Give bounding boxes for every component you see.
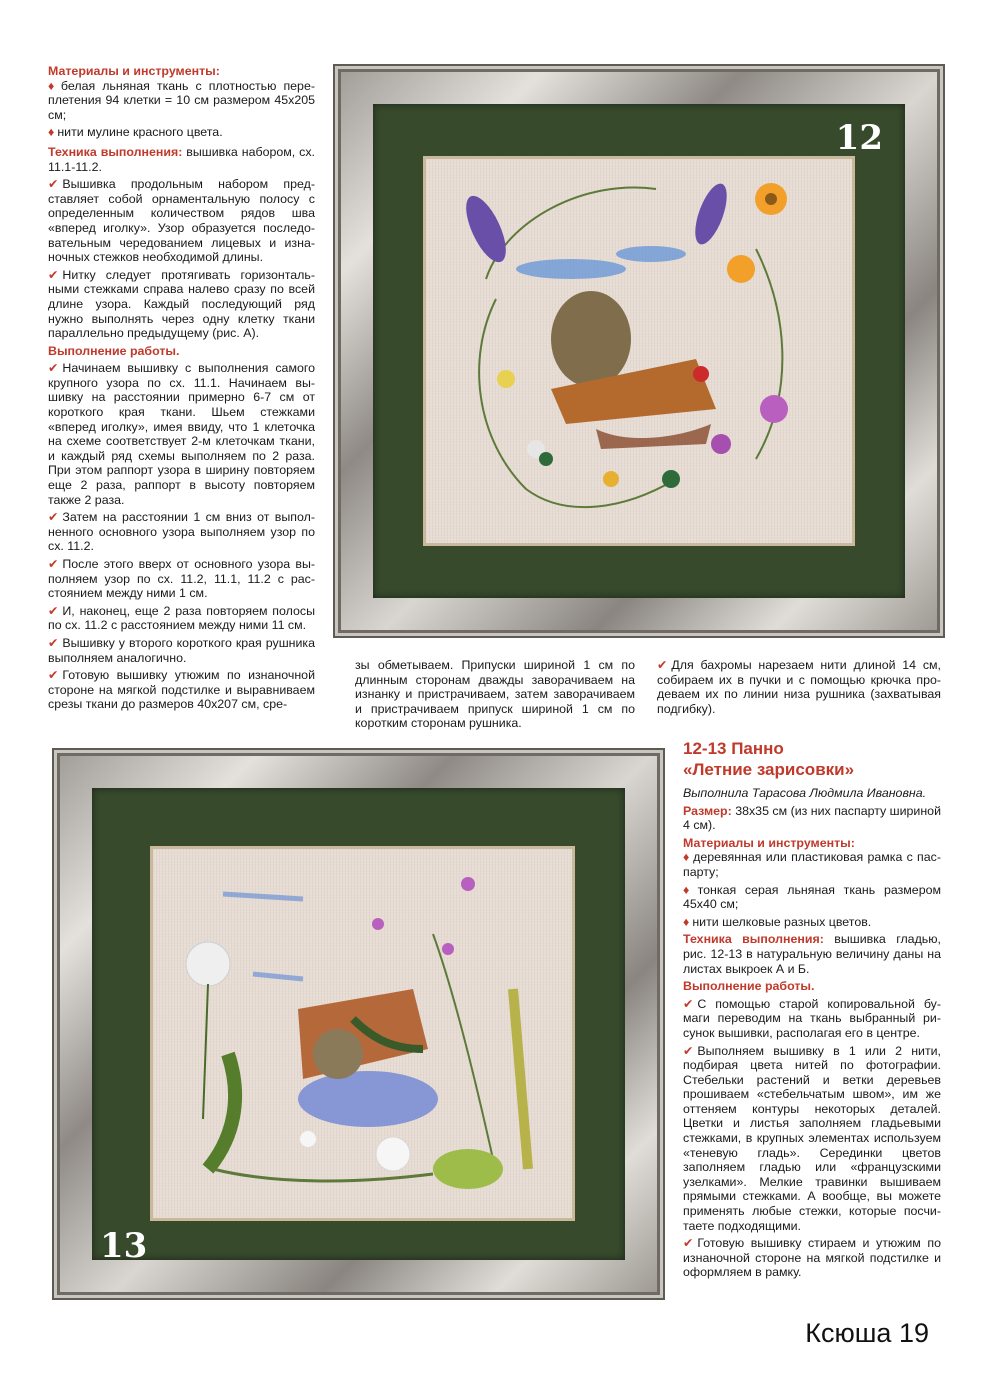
checkmark-icon: ✔	[48, 510, 59, 525]
paragraph: ✔ Вышивка продольным набором представляет собой орнаментальную полосу с определенным количеством рядов шва «вперед иголку». Узор образуется последовательным чередованием лицевых и изнаночных стежков необходимой длины.	[48, 177, 315, 265]
article-title-line1: 12-13 Панно	[683, 739, 784, 758]
paragraph: зы обметываем. Припуски шириной 1 см по длинным сторонам дважды заворачиваем на изнанку и пристрачиваем, затем заворачиваем и пристрачиваем припуск шириной 1 см по коротким сторонам рушника.	[355, 658, 635, 731]
checkmark-icon: ✔	[48, 668, 59, 683]
checkmark-icon: ✔	[48, 177, 59, 192]
work-heading: Выполнение работы.	[683, 979, 815, 994]
paragraph: ✔ Нитку следует протягивать горизонтальными стежками справа налево сразу по всей длине узора. Каждый последующий ряд нужно выполнять через одну клетку ткани параллельно предыдущему (рис. А).	[48, 267, 315, 341]
material-item: ♦ белая льняная ткань с плотностью переплетения 94 клетки = 10 см размером 45х205 см;	[48, 78, 315, 122]
figure-number-12: 12	[835, 118, 883, 158]
material-item: ♦ деревянная или пластиковая рамка с паспарту;	[683, 850, 941, 879]
bullet-icon: ♦	[48, 78, 58, 93]
left-column	[48, 64, 315, 715]
right-text-column	[657, 658, 941, 719]
bullet-icon: ♦	[683, 914, 690, 929]
mat-13	[92, 788, 625, 1260]
step: ✔ После этого вверх от основного узора выполняем узор по сх. 11.2, 11.1, 11.2 с расстоянием между ними 1 см.	[48, 557, 315, 601]
embroidery-13-art	[153, 849, 572, 1218]
step: ✔ С помощью старой копировальной бумаги переводим на ткань выбранный рисунок вышивки, располагая его в центре.	[683, 996, 941, 1040]
checkmark-icon: ✔	[48, 635, 59, 650]
step: ✔ Затем на расстоянии 1 см вниз от выполненного основного узора выполняем узор по сх. 11.2.	[48, 510, 315, 554]
paragraph: ✔ Для бахромы нарезаем нити длиной 14 см, собираем их в пучки и с помощью крючка продеваем их по линии низа рушника (захватывая подгибку).	[657, 658, 941, 716]
step: ✔ Начинаем вышивку с выполнения самого крупного узора по сх. 11.1. Начинаем вышивку на расстоянии примерно 6-7 см от короткого края ткани. Шьем стежками «вперед иголку», имея ввиду, что 1 клеточка на схеме соответствует 2-м клеточкам ткани, и каждый ряд схемы выполняем по 2 раза. При этом раппорт узора в ширину повторяем еще 2 раза, раппорт в высоту повторяем также 2 раза.	[48, 361, 315, 507]
frame-12	[333, 64, 945, 638]
checkmark-icon: ✔	[683, 996, 694, 1011]
step: ✔ Готовую вышивку утюжим по изнаночной стороне на мягкой подстилке и выравниваем срезы ткани до размеров 40х207 см, сре-	[48, 668, 315, 712]
material-item: ♦ тонкая серая льняная ткань размером 45х40 см;	[683, 882, 941, 912]
middle-text-column	[355, 658, 635, 734]
step: ✔ Выполняем вышивку в 1 или 2 нити, подбирая цвета нитей по фотографии. Стебельки растений и ветки деревьев прошиваем «стебельчатым швом», им же оттеняем контуры некоторых деталей. Цветки и листья заполняем гладьевыми стежками, в крупных элементах используем «теневую гладь». Серединки цветов заполняем гладью или «французскими узелками». Мелкие травинки вышиваем прямыми стежками. А вообще, вы можете применять любые стежки, которые посчитаете подходящими.	[683, 1043, 941, 1233]
checkmark-icon: ✔	[683, 1236, 694, 1251]
figure-number-13: 13	[100, 1226, 148, 1266]
technique: Техника выполнения: вышивка набором, сх. 11.1-11.2.	[48, 144, 315, 174]
embroidery-13	[150, 846, 575, 1221]
step: ✔ Готовую вышивку стираем и утюжим по изнаночной стороне на мягкой подстилке и оформляем в рамку.	[683, 1236, 941, 1280]
checkmark-icon: ✔	[657, 658, 668, 672]
technique: Техника выполнения: вышивка гладью, рис. 12-13 в натуральную величину даны на листах выкроек А и Б.	[683, 932, 941, 976]
size: Размер: 38х35 см (из них паспарту шириной 4 см).	[683, 803, 941, 833]
checkmark-icon: ✔	[683, 1043, 694, 1058]
author: Выполнила Тарасова Людмила Ивановна.	[683, 786, 927, 800]
embroidery-12	[423, 156, 855, 546]
step: ✔ Вышивку у второго короткого края рушника выполняем аналогично.	[48, 635, 315, 665]
page-footer: Ксюша 19	[805, 1318, 929, 1348]
mat-12	[373, 104, 905, 598]
article-column	[683, 738, 941, 1283]
materials-heading: Материалы и инструменты:	[48, 64, 220, 78]
checkmark-icon: ✔	[48, 267, 59, 282]
article-title-line2: «Летние зарисовки»	[683, 760, 855, 779]
checkmark-icon: ✔	[48, 603, 59, 618]
embroidery-12-art	[426, 159, 852, 543]
checkmark-icon: ✔	[48, 361, 59, 376]
checkmark-icon: ✔	[48, 557, 59, 571]
materials-heading: Материалы и инструменты:	[683, 835, 855, 850]
bullet-icon: ♦	[48, 125, 55, 140]
work-heading: Выполнение работы.	[48, 343, 180, 358]
bullet-icon: ♦	[683, 882, 695, 897]
material-item: ♦ нити мулине красного цвета.	[48, 125, 223, 140]
bullet-icon: ♦	[683, 850, 691, 865]
frame-13	[52, 748, 665, 1300]
material-item: ♦ нити шелковые разных цветов.	[683, 914, 872, 929]
step: ✔ И, наконец, еще 2 раза повторяем полосы по сх. 11.2 с расстоянием между ними 11 см.	[48, 603, 315, 633]
